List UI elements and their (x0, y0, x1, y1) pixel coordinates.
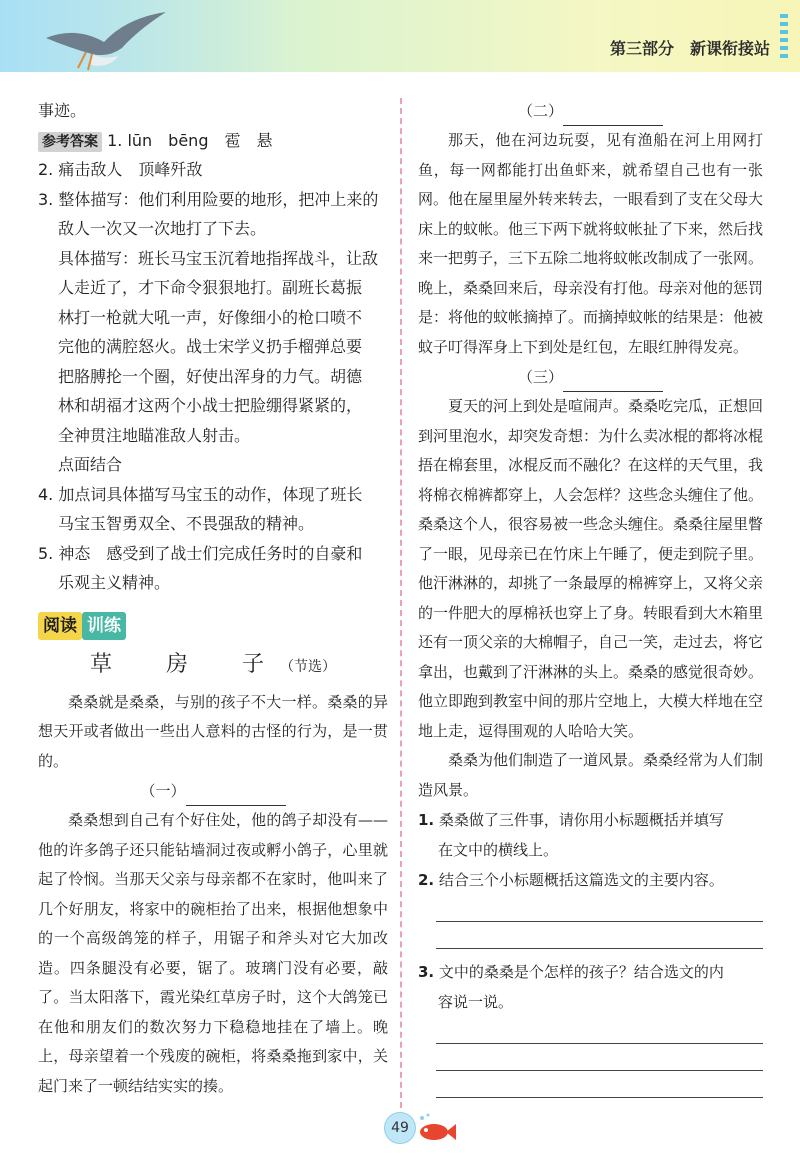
column-divider (400, 98, 402, 1108)
page-header (0, 0, 800, 72)
answer-line[interactable] (436, 922, 763, 949)
answer-3-line: 具体描写：班长马宝玉沉着地指挥战斗，让敌 (58, 248, 379, 268)
story-title-text: 草 房 子 (89, 651, 280, 677)
reading-badge-part1: 阅读 (38, 612, 82, 640)
answer-5-second: 乐观主义精神。 (58, 573, 171, 592)
section-3-text: 夏天的河上到处是喧闹声。桑桑吃完瓜，正想回到河里泡水，却突发奇想：为什么卖冰棍的都将冰棍捂在棉套里，冰棍反而不融化？在这样的天气里，我将棉衣棉裤都穿上，人会怎样？这些念头缠住了他。桑桑这个人，很容易被一些念头缠住。桑桑往屋里瞥了一眼，见母亲已在竹床上午睡了，便走到院子里。他汗淋淋的，却挑了一条最厚的棉裤穿上，又将父亲的一件肥大的厚棉袄也穿上了身。转眼看到大木箱里还有一顶父亲的大棉帽子，自己一笑，走过去，将它拿出，也戴到了汗淋淋的头上。桑桑的感觉很奇妙。他立即跑到教室中间的那片空地上，大模大样地在空地上走，逗得围观的人哈哈大笑。 (418, 397, 764, 740)
answer-1-text: 1. lūn bēng 雹 悬 (107, 130, 273, 150)
question-1-cont: 在文中的横线上。 (438, 841, 559, 859)
answer-line[interactable] (436, 1071, 763, 1098)
answer-3-line: 点面结合 (58, 455, 123, 474)
question-3-number: 3. (418, 963, 435, 981)
section-1-blank[interactable] (186, 787, 286, 806)
section-1-heading (38, 776, 388, 806)
section-2-label: （二） (517, 102, 563, 120)
left-column (38, 96, 388, 1101)
section-1-label: （一） (140, 782, 186, 800)
answer-line[interactable] (436, 1044, 763, 1071)
answer-line[interactable] (436, 895, 763, 922)
answer-2: 2. 痛击敌人 顶峰歼敌 (38, 160, 203, 179)
story-title (38, 648, 388, 684)
question-1-number: 1. (418, 811, 435, 829)
question-2-number: 2. (418, 871, 435, 889)
answer-3-line: 把胳膊抡一个圈，好使出浑身的力气。胡德 (58, 366, 363, 386)
answer-3-line: 人走近了，才下命令狠狠地打。副班长葛振 (58, 278, 363, 297)
section-2-blank[interactable] (563, 107, 663, 126)
story-title-note: （节选） (280, 658, 336, 675)
fish-icon (412, 1112, 456, 1144)
page-number: 49 (384, 1112, 416, 1144)
answer-1 (38, 126, 388, 156)
section-3-label: （三） (517, 368, 563, 386)
question-3-text: 文中的桑桑是个怎样的孩子？结合选文的内 (438, 963, 724, 981)
answer-3-line: 全神贯注地瞄准敌人射击。 (58, 425, 251, 445)
intro-text: 事迹。 (38, 101, 87, 120)
answer-line[interactable] (436, 1017, 763, 1044)
section-3-heading (418, 362, 763, 392)
answer-3-first: 3. 整体描写：他们利用险要的地形，把冲上来的 (38, 189, 379, 209)
answer-3-line: 林打一枪就大吼一声，好像细小的枪口喷不 (58, 307, 363, 327)
closing-text: 桑桑为他们制造了一道风景。桑桑经常为人们制造风景。 (418, 751, 764, 799)
reading-badge-part2: 训练 (82, 612, 126, 640)
question-2-text: 结合三个小标题概括这篇选文的主要内容。 (438, 871, 724, 889)
answer-4-second: 马宝玉智勇双全、不畏强敌的精神。 (58, 514, 315, 533)
section-2-text: 那天，他在河边玩耍，见有渔船在河上用网打鱼，每一网都能打出鱼虾来，就希望自己也有一张网。他在屋里屋外转来转去，一眼看到了支在父母大床上的蚊帐。他三下两下就将蚊帐扯了下来，然后找来一把剪子，三下五除二地将蚊帐改制成了一张网。晚上，桑桑回来后，母亲没有打他。母亲对他的惩罚是：将他的蚊帐摘掉了。而摘掉蚊帐的结果是：他被蚊子叮得浑身上下到处是红包，左眼红肿得发亮。 (418, 131, 764, 356)
section-3-blank[interactable] (563, 373, 663, 392)
answer-4-first: 4. 加点词具体描写马宝玉的动作，体现了班长 (38, 484, 363, 504)
question-2 (418, 865, 763, 895)
answer-3-line: 敌人一次又一次地打了下去。 (58, 219, 267, 238)
header-stripes (780, 14, 788, 60)
reading-badge (38, 612, 388, 642)
answer-3-line: 林和胡福才这两个小战士把脸绷得紧紧的， (58, 396, 363, 415)
question-1-text: 桑桑做了三件事，请你用小标题概括并填写 (438, 811, 724, 829)
question-3 (418, 957, 763, 987)
seagull-icon (26, 8, 176, 72)
section-2-heading (418, 96, 763, 126)
section-1-text: 桑桑想到自己有个好住处，他的鸽子却没有——他的许多鸽子还只能钻墙洞过夜或孵小鸽子，心里就起了怜悯。当那天父亲与母亲都不在家时，他叫来了几个好朋友，将家中的碗柜抬了出来，根据他想象中的一个高级鸽笼的样子，用锯子和斧头对它大加改造。四条腿没有必要，锯了。玻璃门没有必要，敲了。当太阳落下，霞光染红草房子时，这个大鸽笼已在他和朋友们的数次努力下稳稳地挂在了墙上。晚上，母亲望着一个残废的碗柜，将桑桑拖到家中，关起门来了一顿结结实实的揍。 (38, 811, 388, 1095)
section-title: 第三部分 新课衔接站 (609, 39, 770, 58)
answer-tag: 参考答案 (38, 132, 102, 152)
question-1 (418, 805, 763, 835)
right-column (418, 96, 763, 1098)
question-3-cont: 容说一说。 (438, 993, 514, 1011)
answer-5-first: 5. 神态 感受到了战士们完成任务时的自豪和 (38, 543, 363, 563)
story-intro: 桑桑就是桑桑，与别的孩子不大一样。桑桑的异想天开或者做出一些出人意料的古怪的行为，是一贯的。 (38, 692, 388, 770)
answer-3-line: 完他的满腔怒火。战士宋学义扔手榴弹总要 (58, 337, 363, 356)
